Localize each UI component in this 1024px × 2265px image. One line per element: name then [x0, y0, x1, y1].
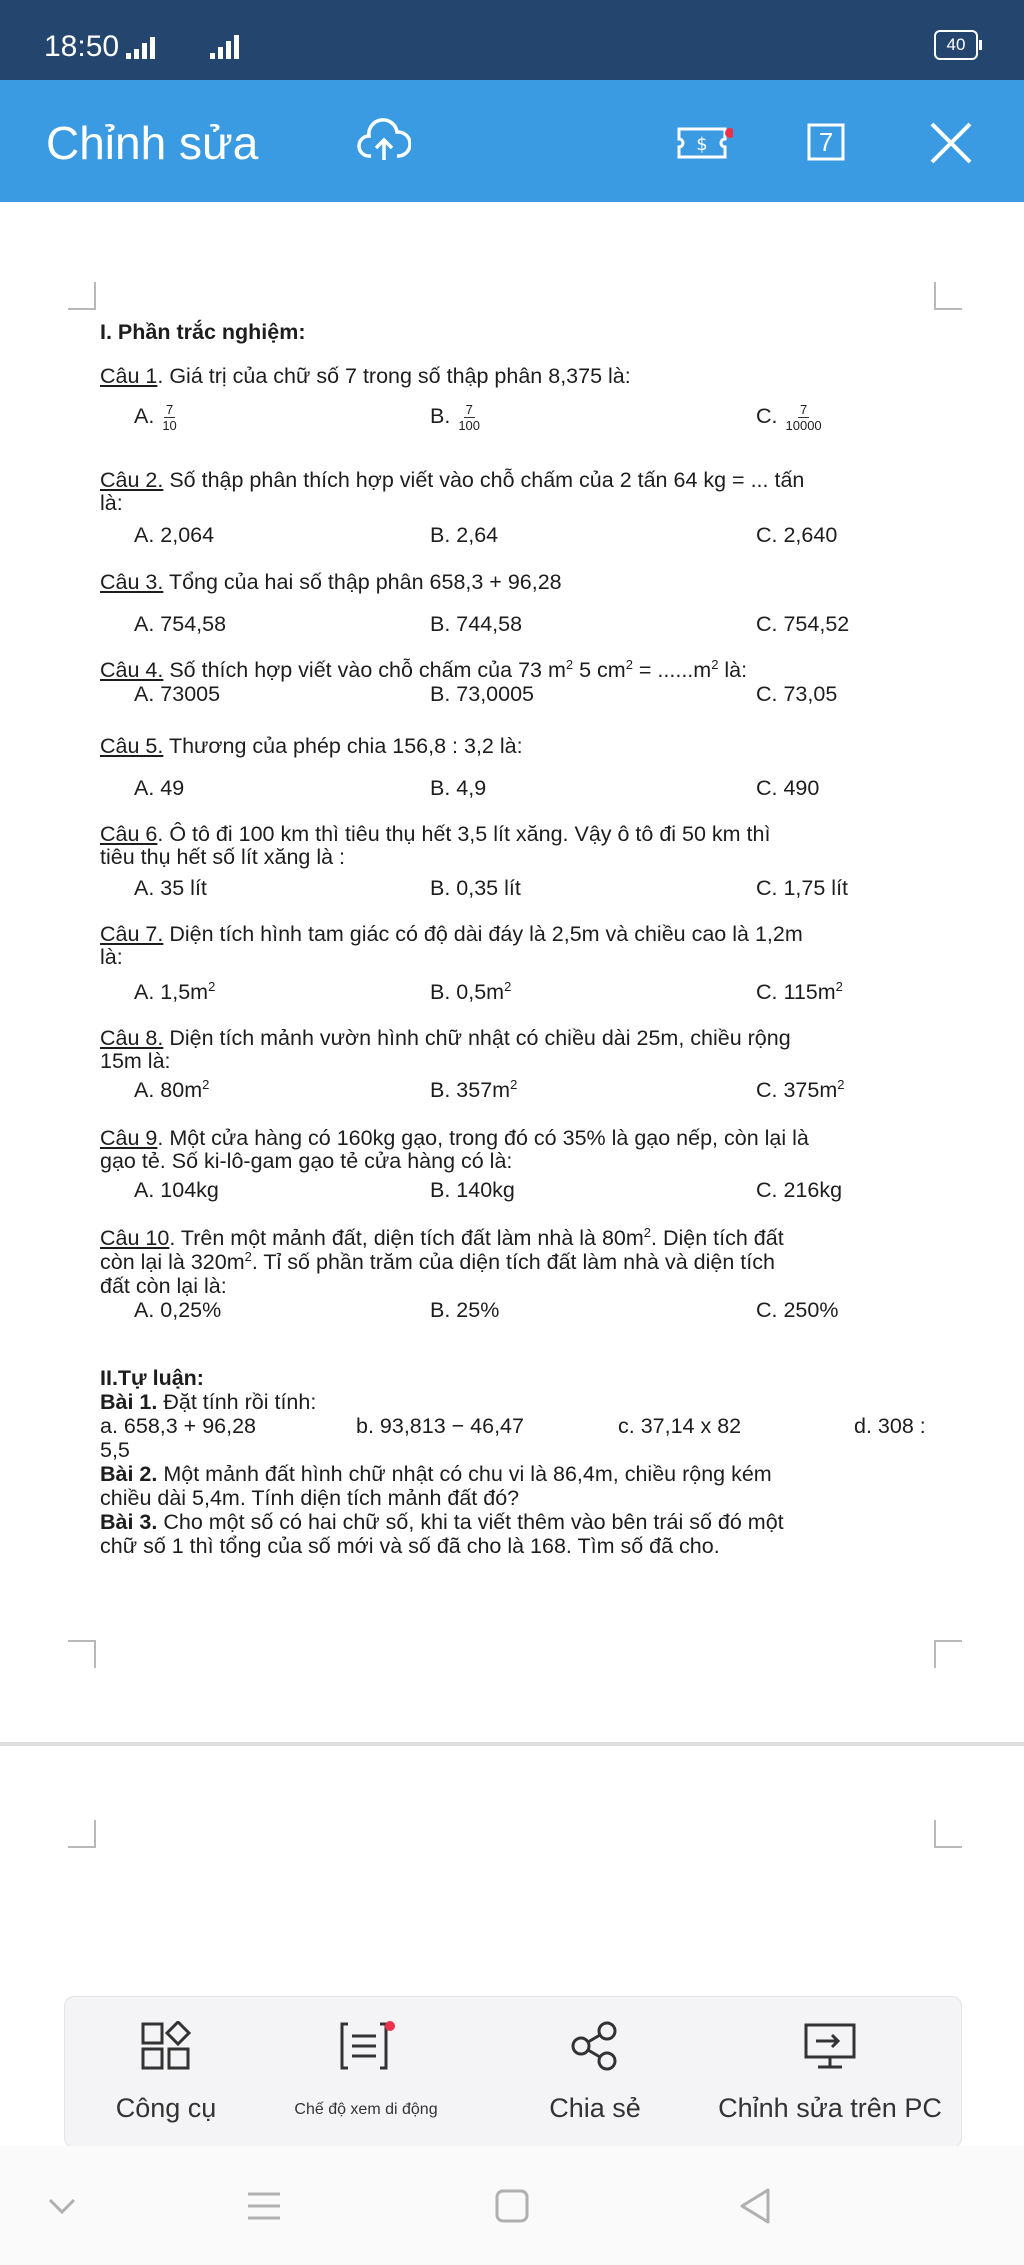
question-label: Câu 8. — [100, 1026, 164, 1050]
denominator: 10 — [162, 418, 177, 433]
desktop-icon — [800, 2021, 860, 2071]
option-b — [430, 402, 480, 433]
question-text: Diện tích mảnh vườn hình chữ nhật có chiều dài 25m, chiều rộng — [163, 1026, 791, 1050]
exercise-1-c: c. 37,14 x 82 — [618, 1414, 742, 1438]
option-a: A. 0,25% — [134, 1298, 222, 1322]
option-b — [430, 1078, 517, 1103]
question-1 — [100, 364, 631, 389]
option-c: C. 216kg — [756, 1178, 843, 1202]
menu-icon[interactable] — [246, 2190, 282, 2227]
option-a — [134, 980, 215, 1005]
app-bar — [0, 80, 1024, 202]
option-a: A. 49 — [134, 776, 185, 800]
exercise-label: Bài 1. — [100, 1390, 158, 1414]
tools-label: Công cụ — [115, 2093, 217, 2123]
exercise-1 — [100, 1390, 316, 1415]
option-text: C. 115m — [756, 980, 836, 1004]
share-button[interactable] — [505, 1997, 685, 2147]
question-6 — [100, 822, 770, 847]
option-c — [756, 980, 843, 1005]
option-label: A. — [134, 404, 155, 429]
superscript: 2 — [711, 656, 719, 672]
option-a — [134, 1078, 209, 1103]
navigation-bar — [0, 2146, 1024, 2265]
option-text: C. 375m — [756, 1078, 838, 1102]
question-label: Câu 9 — [100, 1126, 158, 1150]
question-text: . Tỉ số phần trăm của diện tích đất làm nhà và diện tích — [251, 1250, 775, 1274]
option-b: B. 73,0005 — [430, 682, 535, 706]
question-text: . Trên một mảnh đất, diện tích đất làm nhà là 80m — [169, 1226, 644, 1250]
option-c: C. 490 — [756, 776, 820, 800]
page-count: 7 — [818, 126, 834, 157]
question-text-cont: đất còn lại là: — [100, 1274, 227, 1298]
page-corner-mark — [68, 1820, 96, 1848]
question-text: . Ô tô đi 100 km thì tiêu thụ hết 3,5 lít xăng. Vậy ô tô đi 50 km thì — [157, 822, 771, 846]
option-a: A. 2,064 — [134, 523, 215, 547]
share-icon — [569, 2021, 621, 2071]
question-text-cont: 15m là: — [100, 1049, 171, 1073]
option-a: A. 35 lít — [134, 876, 207, 900]
question-7 — [100, 922, 803, 947]
exercise-text-cont: chữ số 1 thì tổng của số mới và số đã cho là 168. Tìm số đã cho. — [100, 1534, 720, 1558]
numerator: 7 — [799, 402, 808, 417]
superscript: 2 — [202, 1076, 210, 1092]
exercise-1-b: b. 93,813 − 46,47 — [356, 1414, 524, 1438]
superscript: 2 — [625, 656, 633, 672]
question-text: . Một cửa hàng có 160kg gạo, trong đó có 35% là gạo nếp, còn lại là — [157, 1126, 809, 1150]
superscript: 2 — [208, 978, 216, 994]
fraction — [786, 402, 822, 433]
signal-icon — [126, 35, 155, 59]
document-page-2 — [0, 1746, 1024, 2006]
page-count-icon[interactable] — [804, 120, 848, 164]
bottom-toolbar — [64, 1996, 962, 2148]
option-b: B. 4,9 — [430, 776, 487, 800]
question-text: Tổng của hai số thập phân 658,3 + 96,28 — [163, 570, 562, 594]
superscript: 2 — [837, 1076, 845, 1092]
exercise-1-d: d. 308 : — [854, 1414, 926, 1438]
option-a: A. 73005 — [134, 682, 221, 706]
question-text-cont — [100, 1250, 775, 1275]
dollar-ticket-icon[interactable] — [674, 120, 734, 166]
battery-level: 40 — [946, 35, 966, 54]
upload-cloud-icon[interactable] — [356, 116, 412, 168]
question-text-cont: tiêu thụ hết số lít xăng là : — [100, 845, 346, 869]
mobile-view-icon — [336, 2021, 396, 2071]
question-text: . Giá trị của chữ số 7 trong số thập phân 8,375 là: — [157, 364, 631, 388]
exercise-text: Một mảnh đất hình chữ nhật có chu vi là 86,4m, chiều rộng kém — [157, 1462, 772, 1486]
home-square-icon[interactable] — [494, 2188, 530, 2229]
option-b — [430, 980, 511, 1005]
mobile-view-label: Chế độ xem di động — [294, 2101, 438, 2118]
back-triangle-icon[interactable] — [736, 2186, 772, 2231]
option-text: A. 1,5m — [134, 980, 209, 1004]
section-title: I. Phần trắc nghiệm: — [100, 320, 306, 344]
exercise-text-cont: chiều dài 5,4m. Tính diện tích mảnh đất đó? — [100, 1486, 520, 1510]
page-corner-mark — [934, 1820, 962, 1848]
question-text: Số thập phân thích hợp viết vào chỗ chấm của 2 tấn 64 kg = ... tấn — [163, 468, 805, 492]
superscript: 2 — [565, 656, 574, 672]
close-icon[interactable] — [926, 118, 976, 168]
option-label: C. — [756, 404, 778, 429]
question-10 — [100, 1226, 784, 1251]
mobile-view-button[interactable] — [281, 1997, 451, 2147]
question-label: Câu 10 — [100, 1226, 170, 1250]
exercise-text: Cho một số có hai chữ số, khi ta viết thêm vào bên trái số đó một — [157, 1510, 784, 1534]
superscript: 2 — [504, 978, 512, 994]
edit-on-pc-label: Chỉnh sửa trên PC — [718, 2093, 942, 2123]
fraction — [458, 402, 480, 433]
superscript: 2 — [643, 1224, 652, 1240]
tools-button[interactable] — [81, 1997, 251, 2147]
question-text-cont: gạo tẻ. Số ki-lô-gam gạo tẻ cửa hàng có là: — [100, 1149, 513, 1173]
status-bar — [0, 0, 1024, 80]
denominator: 100 — [458, 418, 481, 433]
exercise-text: Đặt tính rồi tính: — [157, 1390, 317, 1414]
question-3 — [100, 570, 562, 595]
exercise-1-a: a. 658,3 + 96,28 — [100, 1414, 257, 1438]
superscript: 2 — [835, 978, 843, 994]
question-5 — [100, 734, 523, 759]
option-b: B. 744,58 — [430, 612, 523, 636]
option-c: C. 73,05 — [756, 682, 838, 706]
page-corner-mark — [68, 282, 96, 310]
option-b: B. 140kg — [430, 1178, 515, 1202]
question-label: Câu 1 — [100, 364, 158, 388]
superscript: 2 — [244, 1248, 252, 1264]
page-corner-mark — [68, 1640, 96, 1668]
numerator: 7 — [465, 402, 473, 417]
question-9 — [100, 1126, 809, 1151]
option-c: C. 1,75 lít — [756, 876, 849, 900]
option-c — [756, 402, 822, 433]
question-text: còn lại là 320m — [100, 1250, 245, 1274]
question-label: Câu 3. — [100, 570, 164, 594]
question-text: Diện tích hình tam giác có độ dài đáy là 2,5m và chiều cao là 1,2m — [163, 922, 803, 946]
battery-icon — [934, 30, 978, 60]
question-text: là: — [718, 658, 748, 682]
question-text: = ......m — [632, 658, 712, 682]
status-time: 18:50 — [44, 30, 120, 63]
option-b: B. 2,64 — [430, 523, 499, 547]
question-text: . Diện tích đất — [651, 1226, 784, 1250]
numerator: 7 — [165, 402, 174, 417]
question-text: Số thích hợp viết vào chỗ chấm của 73 m — [163, 658, 566, 682]
question-text-cont: là: — [100, 945, 123, 969]
option-c — [756, 1078, 845, 1103]
exercise-2 — [100, 1462, 772, 1487]
page-corner-mark — [934, 282, 962, 310]
question-8 — [100, 1026, 791, 1051]
option-c: C. 754,52 — [756, 612, 850, 636]
signal-4g-icon — [210, 35, 239, 59]
option-label: B. — [430, 404, 451, 429]
fraction — [162, 402, 176, 433]
question-text-cont: là: — [100, 491, 123, 515]
question-4 — [100, 658, 747, 683]
exercise-label: Bài 3. — [100, 1510, 158, 1534]
option-a: A. 104kg — [134, 1178, 219, 1202]
option-text: B. 357m — [430, 1078, 511, 1102]
question-label: Câu 4. — [100, 658, 164, 682]
exercise-1-d-cont: 5,5 — [100, 1438, 130, 1462]
option-b: B. 25% — [430, 1298, 500, 1322]
chevron-down-icon[interactable] — [48, 2198, 76, 2221]
option-text: A. 80m — [134, 1078, 203, 1102]
denominator: 10000 — [785, 418, 822, 433]
exercise-3 — [100, 1510, 784, 1535]
option-c: C. 250% — [756, 1298, 839, 1322]
question-2 — [100, 468, 804, 493]
section-title: II.Tự luận: — [100, 1366, 204, 1390]
question-label: Câu 5. — [100, 734, 164, 758]
option-b: B. 0,35 lít — [430, 876, 521, 900]
option-a — [134, 402, 177, 433]
question-label: Câu 6 — [100, 822, 158, 846]
edit-on-pc-button[interactable] — [705, 1997, 955, 2147]
question-label: Câu 7. — [100, 922, 164, 946]
exercise-label: Bài 2. — [100, 1462, 158, 1486]
question-text: Thương của phép chia 156,8 : 3,2 là: — [163, 734, 523, 758]
superscript: 2 — [510, 1076, 518, 1092]
share-label: Chia sẻ — [549, 2093, 641, 2123]
page-corner-mark — [934, 1640, 962, 1668]
tools-grid-icon — [140, 2021, 192, 2071]
question-text: 5 cm — [573, 658, 626, 682]
svg-text:$: $ — [696, 134, 708, 155]
page-title: Chỉnh sửa — [46, 117, 259, 169]
option-text: B. 0,5m — [430, 980, 505, 1004]
option-c: C. 2,640 — [756, 523, 838, 547]
question-label: Câu 2. — [100, 468, 164, 492]
option-a: A. 754,58 — [134, 612, 227, 636]
